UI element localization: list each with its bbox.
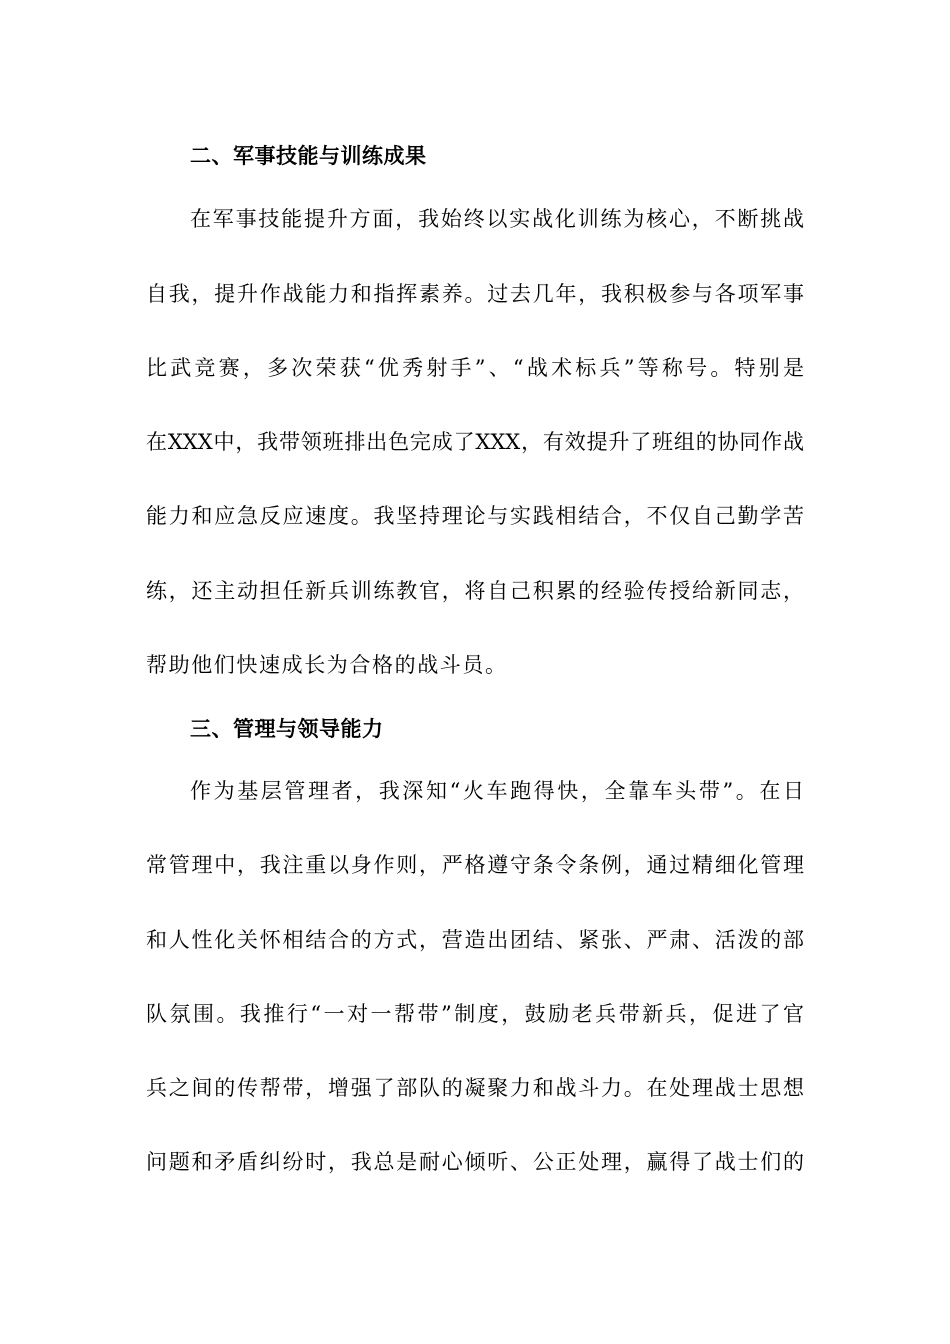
paragraph-line: 和人性化关怀相结合的方式，营造出团结、紧张、严肃、活泼的部 [146, 928, 804, 952]
paragraph-line: 帮助他们快速成长为合格的战斗员。 [146, 653, 508, 677]
paragraph-line: 在XXX中，我带领班排出色完成了XXX，有效提升了班组的协同作战 [146, 430, 804, 454]
paragraph-line: 兵之间的传帮带，增强了部队的凝聚力和战斗力。在处理战士思想 [146, 1076, 804, 1100]
paragraph-line: 自我，提升作战能力和指挥素养。过去几年，我积极参与各项军事 [146, 282, 804, 306]
section-heading-management: 三、管理与领导能力 [190, 717, 384, 741]
paragraph-line: 在军事技能提升方面，我始终以实战化训练为核心，不断挑战 [190, 207, 804, 231]
paragraph-line: 比武竞赛，多次荣获“优秀射手”、“战术标兵”等称号。特别是 [146, 356, 804, 380]
paragraph-line: 常管理中，我注重以身作则，严格遵守条令条例，通过精细化管理 [146, 853, 804, 877]
paragraph-line: 练，还主动担任新兵训练教官，将自己积累的经验传授给新同志， [146, 579, 804, 603]
paragraph-line: 作为基层管理者，我深知“火车跑得快，全靠车头带”。在日 [190, 779, 804, 803]
paragraph-line: 队氛围。我推行“一对一帮带”制度，鼓励老兵带新兵，促进了官 [146, 1002, 804, 1026]
section-heading-military-skills: 二、军事技能与训练成果 [190, 144, 427, 168]
paragraph-line: 问题和矛盾纠纷时，我总是耐心倾听、公正处理，赢得了战士们的 [146, 1150, 804, 1174]
paragraph-line: 能力和应急反应速度。我坚持理论与实践相结合，不仅自己勤学苦 [146, 504, 804, 528]
